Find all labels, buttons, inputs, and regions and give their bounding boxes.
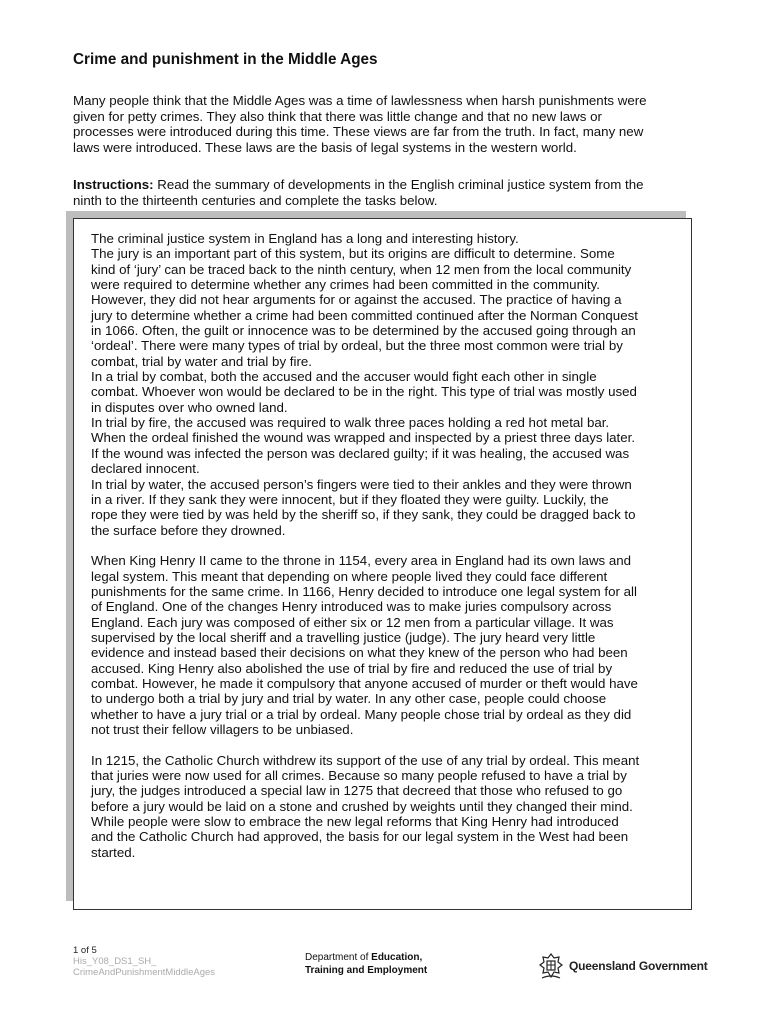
summary-line: legal system. This meant that depending on where people lived they could face different <box>91 568 608 584</box>
summary-line: and the Catholic Church had approved, the basis for our legal system in the West had been <box>91 829 629 845</box>
summary-line: not trust their fellow villagers to be unbiased. <box>91 722 354 737</box>
summary-line: combat. Whoever won would be declared to be in the right. This type of trial was mostly used <box>91 384 637 400</box>
summary-line: ‘ordeal’. There were many types of trial by ordeal, but the three most common were trial by <box>91 338 623 354</box>
instructions-line <box>73 177 693 193</box>
summary-line: combat, trial by water and trial by fire. <box>91 353 312 369</box>
department-line <box>305 964 427 977</box>
summary-paragraph-2 <box>91 553 681 737</box>
summary-line: in 1066. Often, the guilt or innocence was to be determined by the accused going through an <box>91 323 636 339</box>
summary-line: supervised by the local sheriff and a travelling justice (judge). The jury heard very little <box>91 629 596 645</box>
summary-line: started. <box>91 844 136 860</box>
summary-line: When King Henry II came to the throne in 1154, every area in England had its own laws and <box>91 553 632 569</box>
intro-line: laws were introduced. These laws are the basis of legal systems in the western world. <box>73 139 577 155</box>
summary-line: that juries were now used for all crimes. Because so many people refused to have a trial by <box>91 768 627 784</box>
summary-line: If the wound was infected the person was declared guilty; if it was healing, the accused was <box>91 445 630 461</box>
department-prefix: Department of <box>305 952 372 963</box>
intro-line: Many people think that the Middle Ages was a time of lawlessness when harsh punishments were <box>73 93 647 108</box>
document-title: Crime and punishment in the Middle Ages <box>73 51 378 68</box>
summary-line: In trial by fire, the accused was required to walk three paces holding a red hot metal bar. <box>91 415 610 431</box>
logo-text-bold: Queensland <box>569 959 636 973</box>
summary-line: In a trial by combat, both the accused and the accuser would fight each other in single <box>91 369 597 385</box>
file-name-line: His_Y08_DS1_SH_ <box>73 956 157 967</box>
summary-line: the surface before they drowned. <box>91 522 286 538</box>
summary-line: rope they were tied by was held by the sheriff so, if they sank, they could be dragged back to <box>91 507 636 523</box>
summary-paragraph-1 <box>91 231 681 538</box>
summary-line: The criminal justice system in England has a long and interesting history. <box>91 231 519 246</box>
summary-line: punishments for the same crime. In 1166, Henry decided to introduce one legal system for all <box>91 583 637 599</box>
page-number: 1 of 5 <box>73 945 97 956</box>
department-name: Education, <box>371 952 423 963</box>
summary-text <box>91 231 681 860</box>
queensland-government-logo <box>537 952 708 980</box>
summary-line: in disputes over who owned land. <box>91 399 288 415</box>
summary-line: evidence and instead based their decisions on what they knew of the person who had been <box>91 645 628 661</box>
summary-paragraph-3 <box>91 753 681 860</box>
summary-line: The jury is an important part of this system, but its origins are difficult to determine. Some <box>91 246 615 262</box>
summary-line: While people were slow to embrace the new legal reforms that King Henry had introduced <box>91 814 619 830</box>
summary-line: combat. However, he made it compulsory that anyone accused of murder or theft would have <box>91 675 638 691</box>
intro-paragraph <box>73 93 693 155</box>
summary-line: declared innocent. <box>91 461 200 477</box>
summary-line: In trial by water, the accused person’s fingers were tied to their ankles and they were thrown <box>91 476 632 492</box>
queensland-government-text <box>569 959 708 973</box>
instructions-text: Read the summary of developments in the English criminal justice system from the <box>153 177 644 192</box>
instructions-label: Instructions: <box>73 177 154 192</box>
summary-line: of England. One of the changes Henry introduced was to make juries compulsory across <box>91 599 612 615</box>
footer-file-info <box>73 945 215 978</box>
intro-line: given for petty crimes. They also think that there was little change and that no new laws or <box>73 108 602 124</box>
summary-line: However, they did not hear arguments for or against the accused. The practice of having a <box>91 292 622 308</box>
department-logo-text <box>305 951 427 977</box>
summary-line: accused. King Henry also abolished the use of trial by fire and reduced the use of trial by <box>91 660 613 676</box>
summary-line: kind of ‘jury’ can be traced back to the ninth century, when 12 men from the local community <box>91 261 632 277</box>
summary-line: jury, the judges introduced a special law in 1275 that decreed that those who refused to go <box>91 783 623 799</box>
summary-line: England. Each jury was composed of either six or 12 men from a particular village. It was <box>91 614 614 630</box>
summary-line: whether to have a jury trial or a trial by ordeal. Many people chose trial by ordeal as they did <box>91 706 632 722</box>
summary-line: jury to determine whether a crime had been committed continued after the Norman Conquest <box>91 307 638 323</box>
summary-line: in a river. If they sank they were innocent, but if they floated they were guilty. Luckily, the <box>91 491 609 507</box>
summary-line: When the ordeal finished the wound was wrapped and inspected by a priest three days later. <box>91 430 636 446</box>
summary-text-box <box>73 218 692 910</box>
queensland-crest-icon <box>537 952 565 980</box>
logo-text-rest: Government <box>635 959 708 973</box>
department-line <box>305 951 427 964</box>
department-name-2: Training and Employment <box>305 965 428 976</box>
summary-line: In 1215, the Catholic Church withdrew its support of the use of any trial by ordeal. This meant <box>91 752 640 768</box>
file-name-line: CrimeAndPunishmentMiddleAges <box>73 967 216 978</box>
summary-line: before a jury would be laid on a stone and crushed by weights until they changed their mind. <box>91 798 633 814</box>
summary-line: to undergo both a trial by jury and trial by water. In any other case, people could choose <box>91 691 607 707</box>
instructions-line: ninth to the thirteenth centuries and complete the tasks below. <box>73 192 438 208</box>
instructions-paragraph <box>73 177 693 208</box>
intro-line: processes were introduced during this time. These views are far from the truth. In fact, many new <box>73 124 644 139</box>
summary-line: were required to determine whether any crimes had been committed in the community. <box>91 277 600 293</box>
